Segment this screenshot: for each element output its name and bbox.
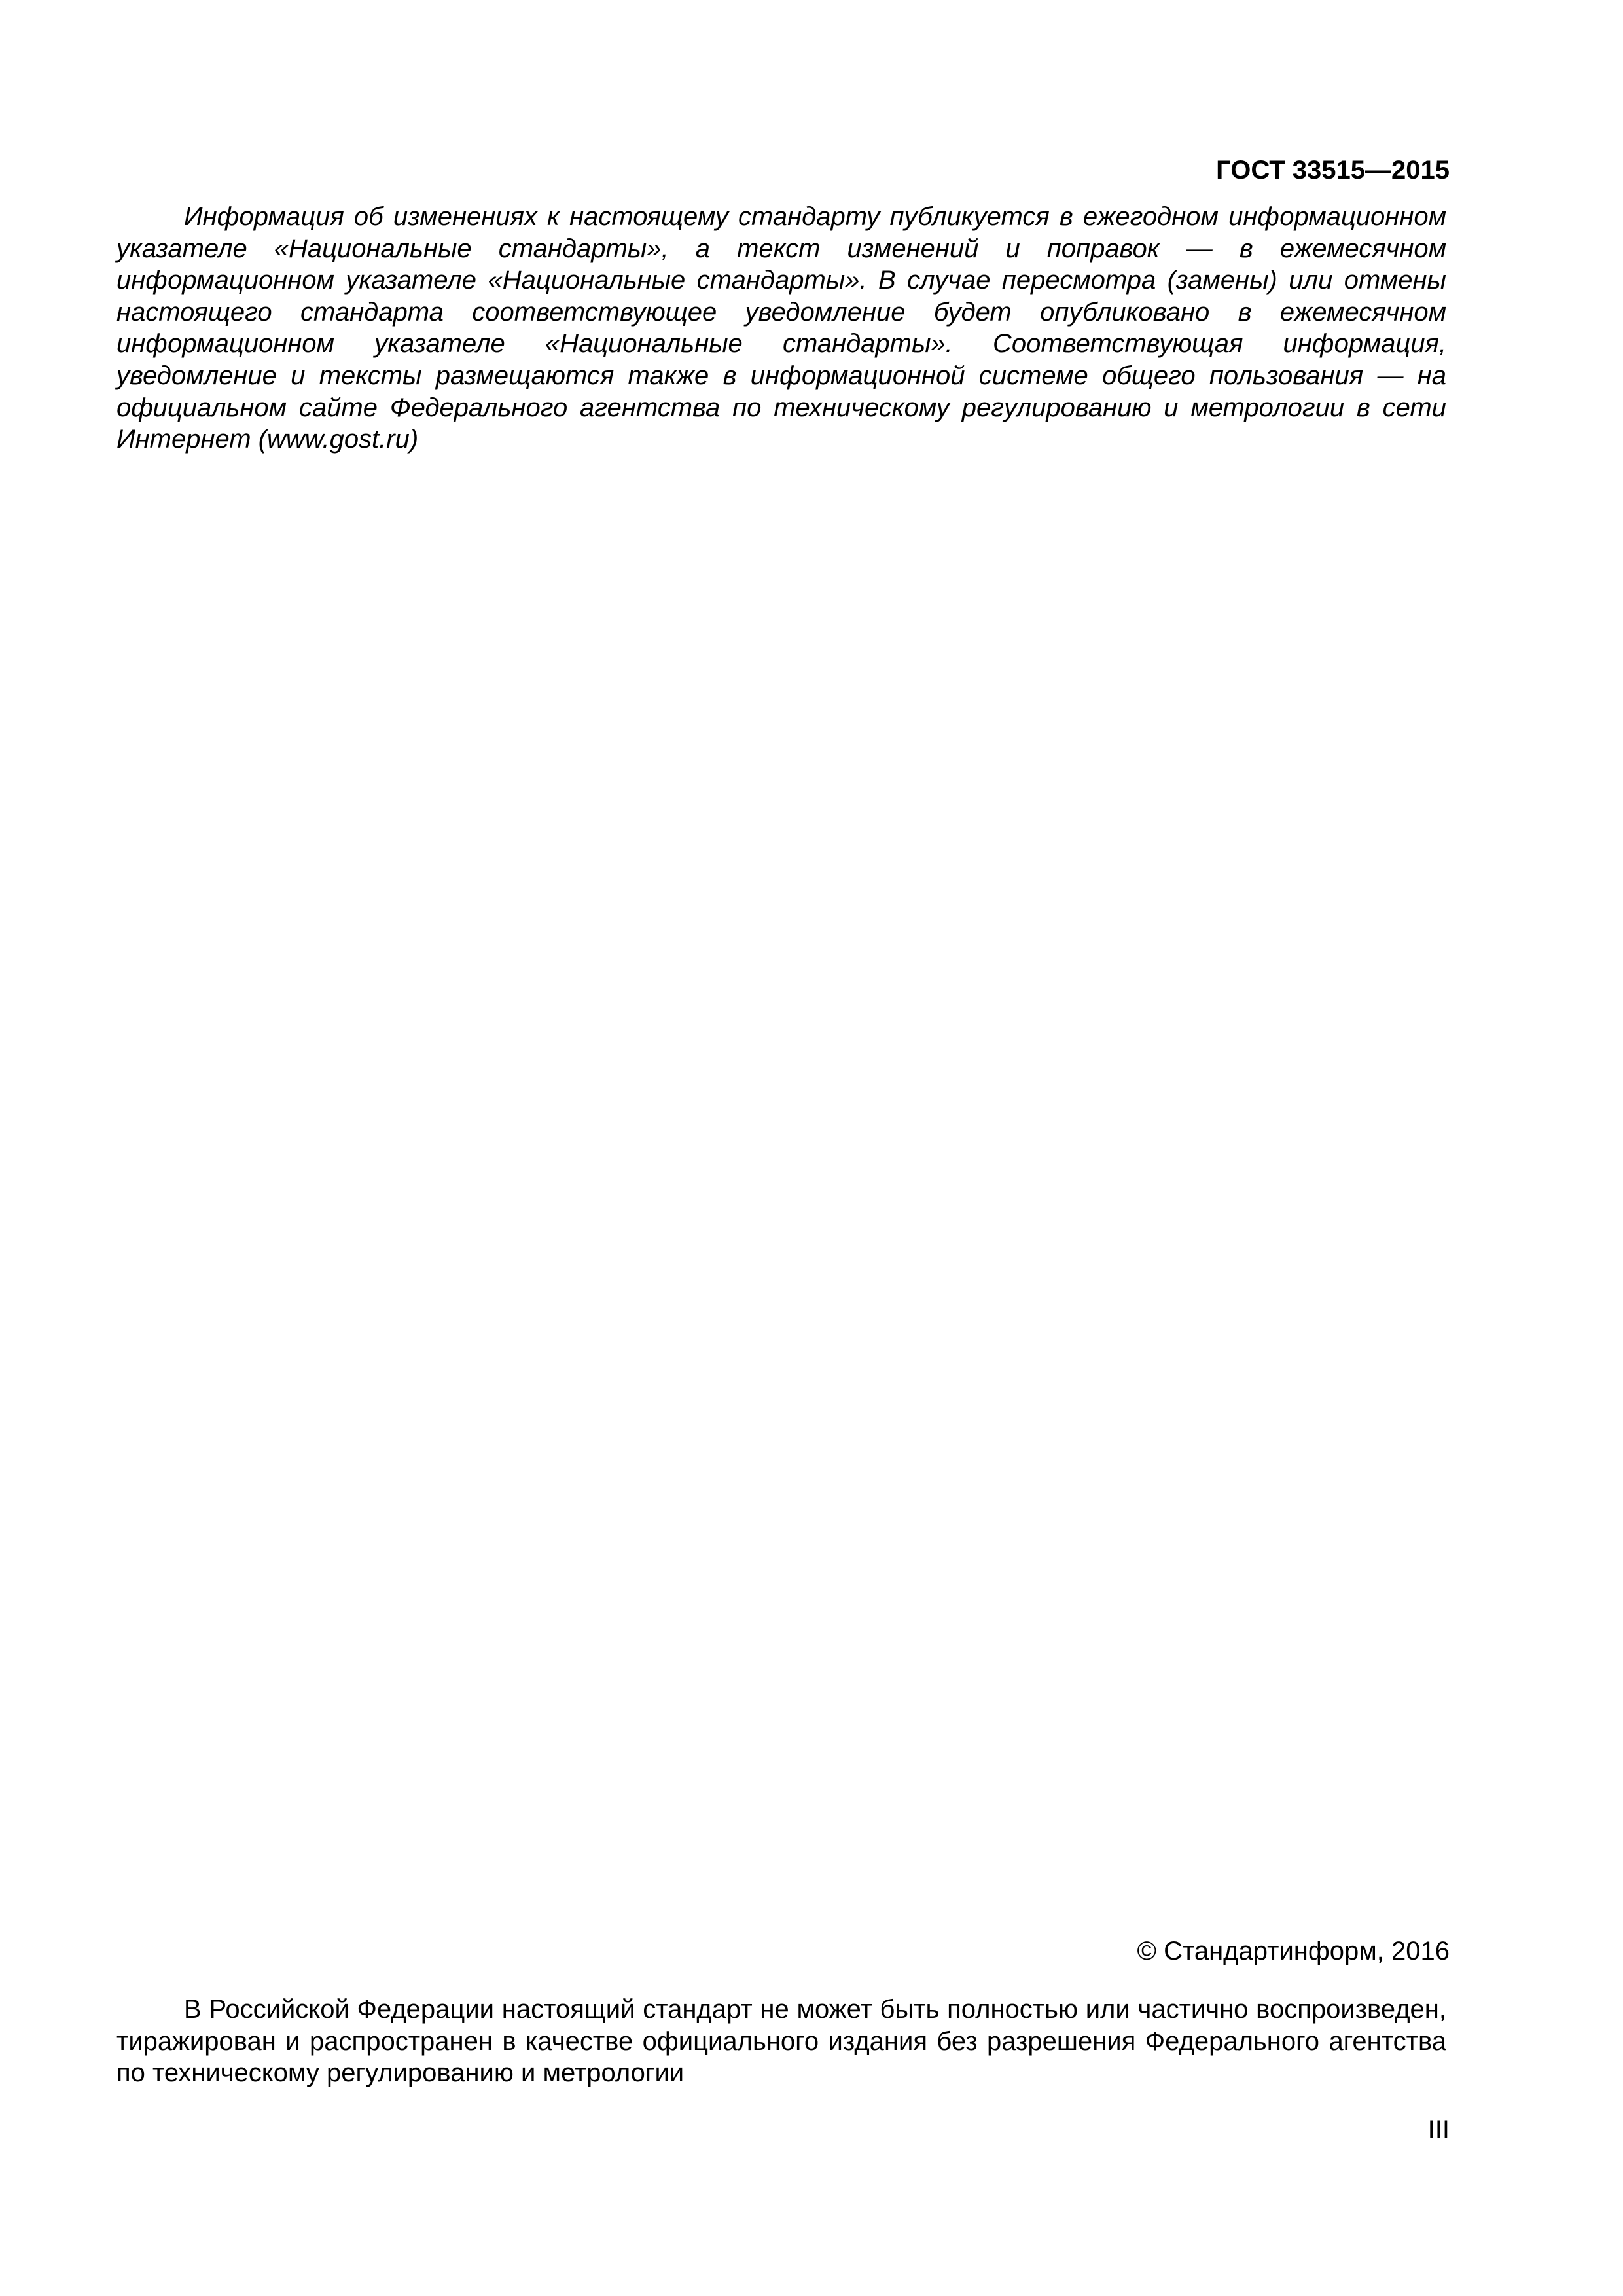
standard-code-header: ГОСТ 33515—2015 — [1216, 156, 1450, 185]
page-number: III — [1427, 2115, 1450, 2144]
amendments-info-paragraph: Информация об изменениях к настоящему стандарту публикуется в ежегодном информационном указателе «Национальные стандарты», а текст изменений и поправок — в ежемесячном информационном указателе «Национальные стандарты». В случае пересмотра (замены) или отмены настоящего стандарта соответствующее уведомление будет опубликовано в ежемесячном информационном указателе «Национальные стандарты». Соответствующая информация, уведомление и тексты размещаются также в информационной системе общего пользования — на официальном сайте Федерального агентства по техническому регулированию и метрологии в сети Интернет (www.gost.ru) — [116, 202, 1446, 454]
copyright-notice: © Стандартинформ, 2016 — [1137, 1937, 1450, 1965]
reproduction-rights-paragraph: В Российской Федерации настоящий стандарт не может быть полностью или частично воспроизведен, тиражирован и распространен в качестве официального издания без разрешения Федерального агентства по техническому регулированию и метрологии — [116, 1995, 1446, 2088]
